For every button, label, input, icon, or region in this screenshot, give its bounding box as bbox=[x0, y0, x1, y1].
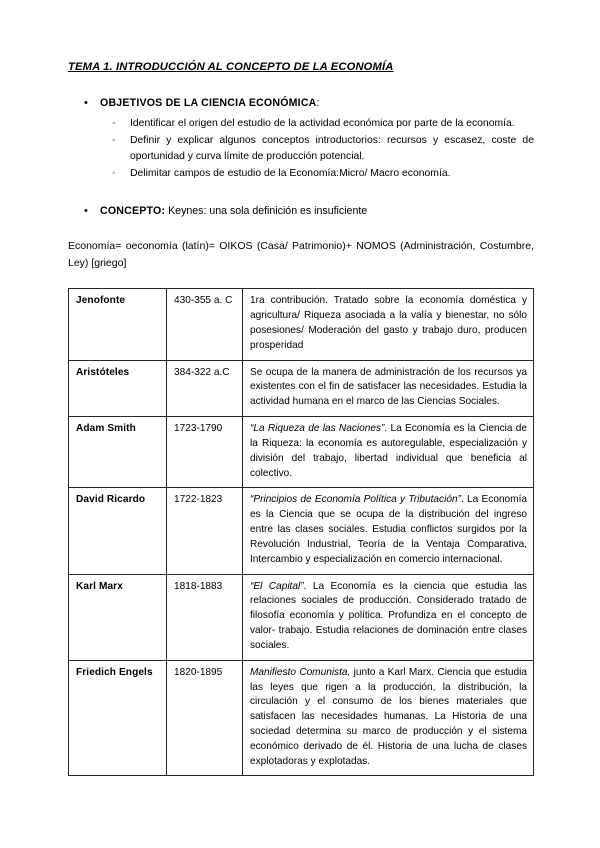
author-description-text: junto a Karl Marx. Ciencia que estudia las leyes que rigen a la producción, la distribución, la circulación y el consumo de los bienes materiales que satisfacen las necesidades humanas. La Historia de una sociedad determina su marco de producción y el sistema económico derivado de él. Historia de una lucha de clases explotadoras y explotadas. bbox=[250, 666, 528, 767]
author-dates: 430-355 a. C bbox=[167, 289, 243, 360]
table-row bbox=[69, 660, 534, 776]
bullet-objetivos bbox=[68, 96, 534, 182]
author-name: Friedich Engels bbox=[69, 660, 167, 776]
objetivos-label: OBJETIVOS DE LA CIENCIA ECONÓMICA bbox=[100, 97, 317, 109]
author-description-text: 1ra contribución. Tratado sobre la economía doméstica y agricultura/ Riqueza asociada a la valía y bienestar, no sólo posesiones/ Moderación del gasto y trabajo duro, producen prosperidad bbox=[250, 295, 527, 351]
etimologia-paragraph: Economía= oeconomía (latín)= OIKOS (Casa/ Patrimonio)+ NOMOS (Administración, Costumbre, Ley) [griego] bbox=[68, 240, 534, 270]
bullet-concepto bbox=[68, 204, 534, 220]
author-dates: 1723-1790 bbox=[167, 417, 243, 488]
author-dates: 384-322 a.C bbox=[167, 360, 243, 416]
author-description bbox=[243, 574, 534, 660]
author-work: “El Capital” bbox=[250, 580, 304, 592]
author-dates: 1820-1895 bbox=[167, 660, 243, 776]
author-description-text: . La Economía es la Ciencia de la Riqueza: la economía es autoregulable, especialización y división del trabajo, libertad individual que beneficia al colectivo. bbox=[250, 423, 527, 479]
table-row bbox=[69, 289, 534, 360]
table-row bbox=[69, 488, 534, 574]
table-row bbox=[69, 360, 534, 416]
author-description-text: Se ocupa de la manera de administración de los recursos ya existentes con el fin de satisfacer las necesidades. Estudia la actividad humana en el marco de las Ciencias Sociales. bbox=[250, 366, 527, 408]
list-item: ◦ Delimitar campos de estudio de la Economía:Micro/ Macro economía. bbox=[100, 166, 534, 182]
author-description bbox=[243, 660, 534, 776]
page-title: TEMA 1. INTRODUCCIÓN AL CONCEPTO DE LA ECONOMÍA bbox=[68, 61, 394, 73]
list-item: ◦ Definir y explicar algunos conceptos introductorios: recursos y escasez, coste de oportunidad y curva límite de producción potencial. bbox=[100, 133, 534, 165]
table-row bbox=[69, 574, 534, 660]
author-description bbox=[243, 360, 534, 416]
author-dates: 1722-1823 bbox=[167, 488, 243, 574]
author-name: Adam Smith bbox=[69, 417, 167, 488]
concepto-label: CONCEPTO: bbox=[100, 205, 166, 218]
table-row bbox=[69, 417, 534, 488]
author-name: David Ricardo bbox=[69, 488, 167, 574]
author-name: Jenofonte bbox=[69, 289, 167, 360]
authors-table bbox=[68, 288, 534, 776]
section-spacer bbox=[68, 224, 534, 238]
author-name: Aristóteles bbox=[69, 360, 167, 416]
concepto-text: Keynes: una sola definición es insuficiente bbox=[165, 205, 368, 218]
author-dates: 1818-1883 bbox=[167, 574, 243, 660]
concepto-section bbox=[68, 204, 534, 220]
section-spacer bbox=[68, 186, 534, 204]
list-item: ◦ Identificar el origen del estudio de la actividad económica por parte de la economía. bbox=[100, 116, 534, 132]
objetivos-list bbox=[100, 116, 534, 183]
document-content bbox=[68, 60, 534, 776]
author-work: “Principios de Economía Política y Tributación” bbox=[250, 494, 461, 506]
author-description bbox=[243, 417, 534, 488]
author-description-text: . La Economía es la ciencia que estudia las relaciones sociales de producción. Considerado tratado de filosofía economía y política. Profundiza en el concepto de valor- trabajo. Estudia relaciones de dominación entre clases sociales. bbox=[250, 580, 527, 651]
author-description bbox=[243, 488, 534, 574]
authors-table-body bbox=[69, 289, 534, 776]
author-name: Karl Marx bbox=[69, 574, 167, 660]
author-description bbox=[243, 289, 534, 360]
objetivos-label-suffix: : bbox=[316, 97, 320, 109]
objetivos-section bbox=[68, 96, 534, 182]
author-work: Manifiesto Comunista, bbox=[250, 666, 351, 678]
author-work: “La Riqueza de las Naciones” bbox=[250, 423, 385, 435]
author-description-text: . La Economía es la Ciencia que se ocupa de la distribución del ingreso entre las clases sociales. Estudia conflictos surgidos por la Revolución Industrial, Teoría de la Ventaja Comparativa, Intercambio y especialización en comercio internacional. bbox=[250, 494, 527, 565]
